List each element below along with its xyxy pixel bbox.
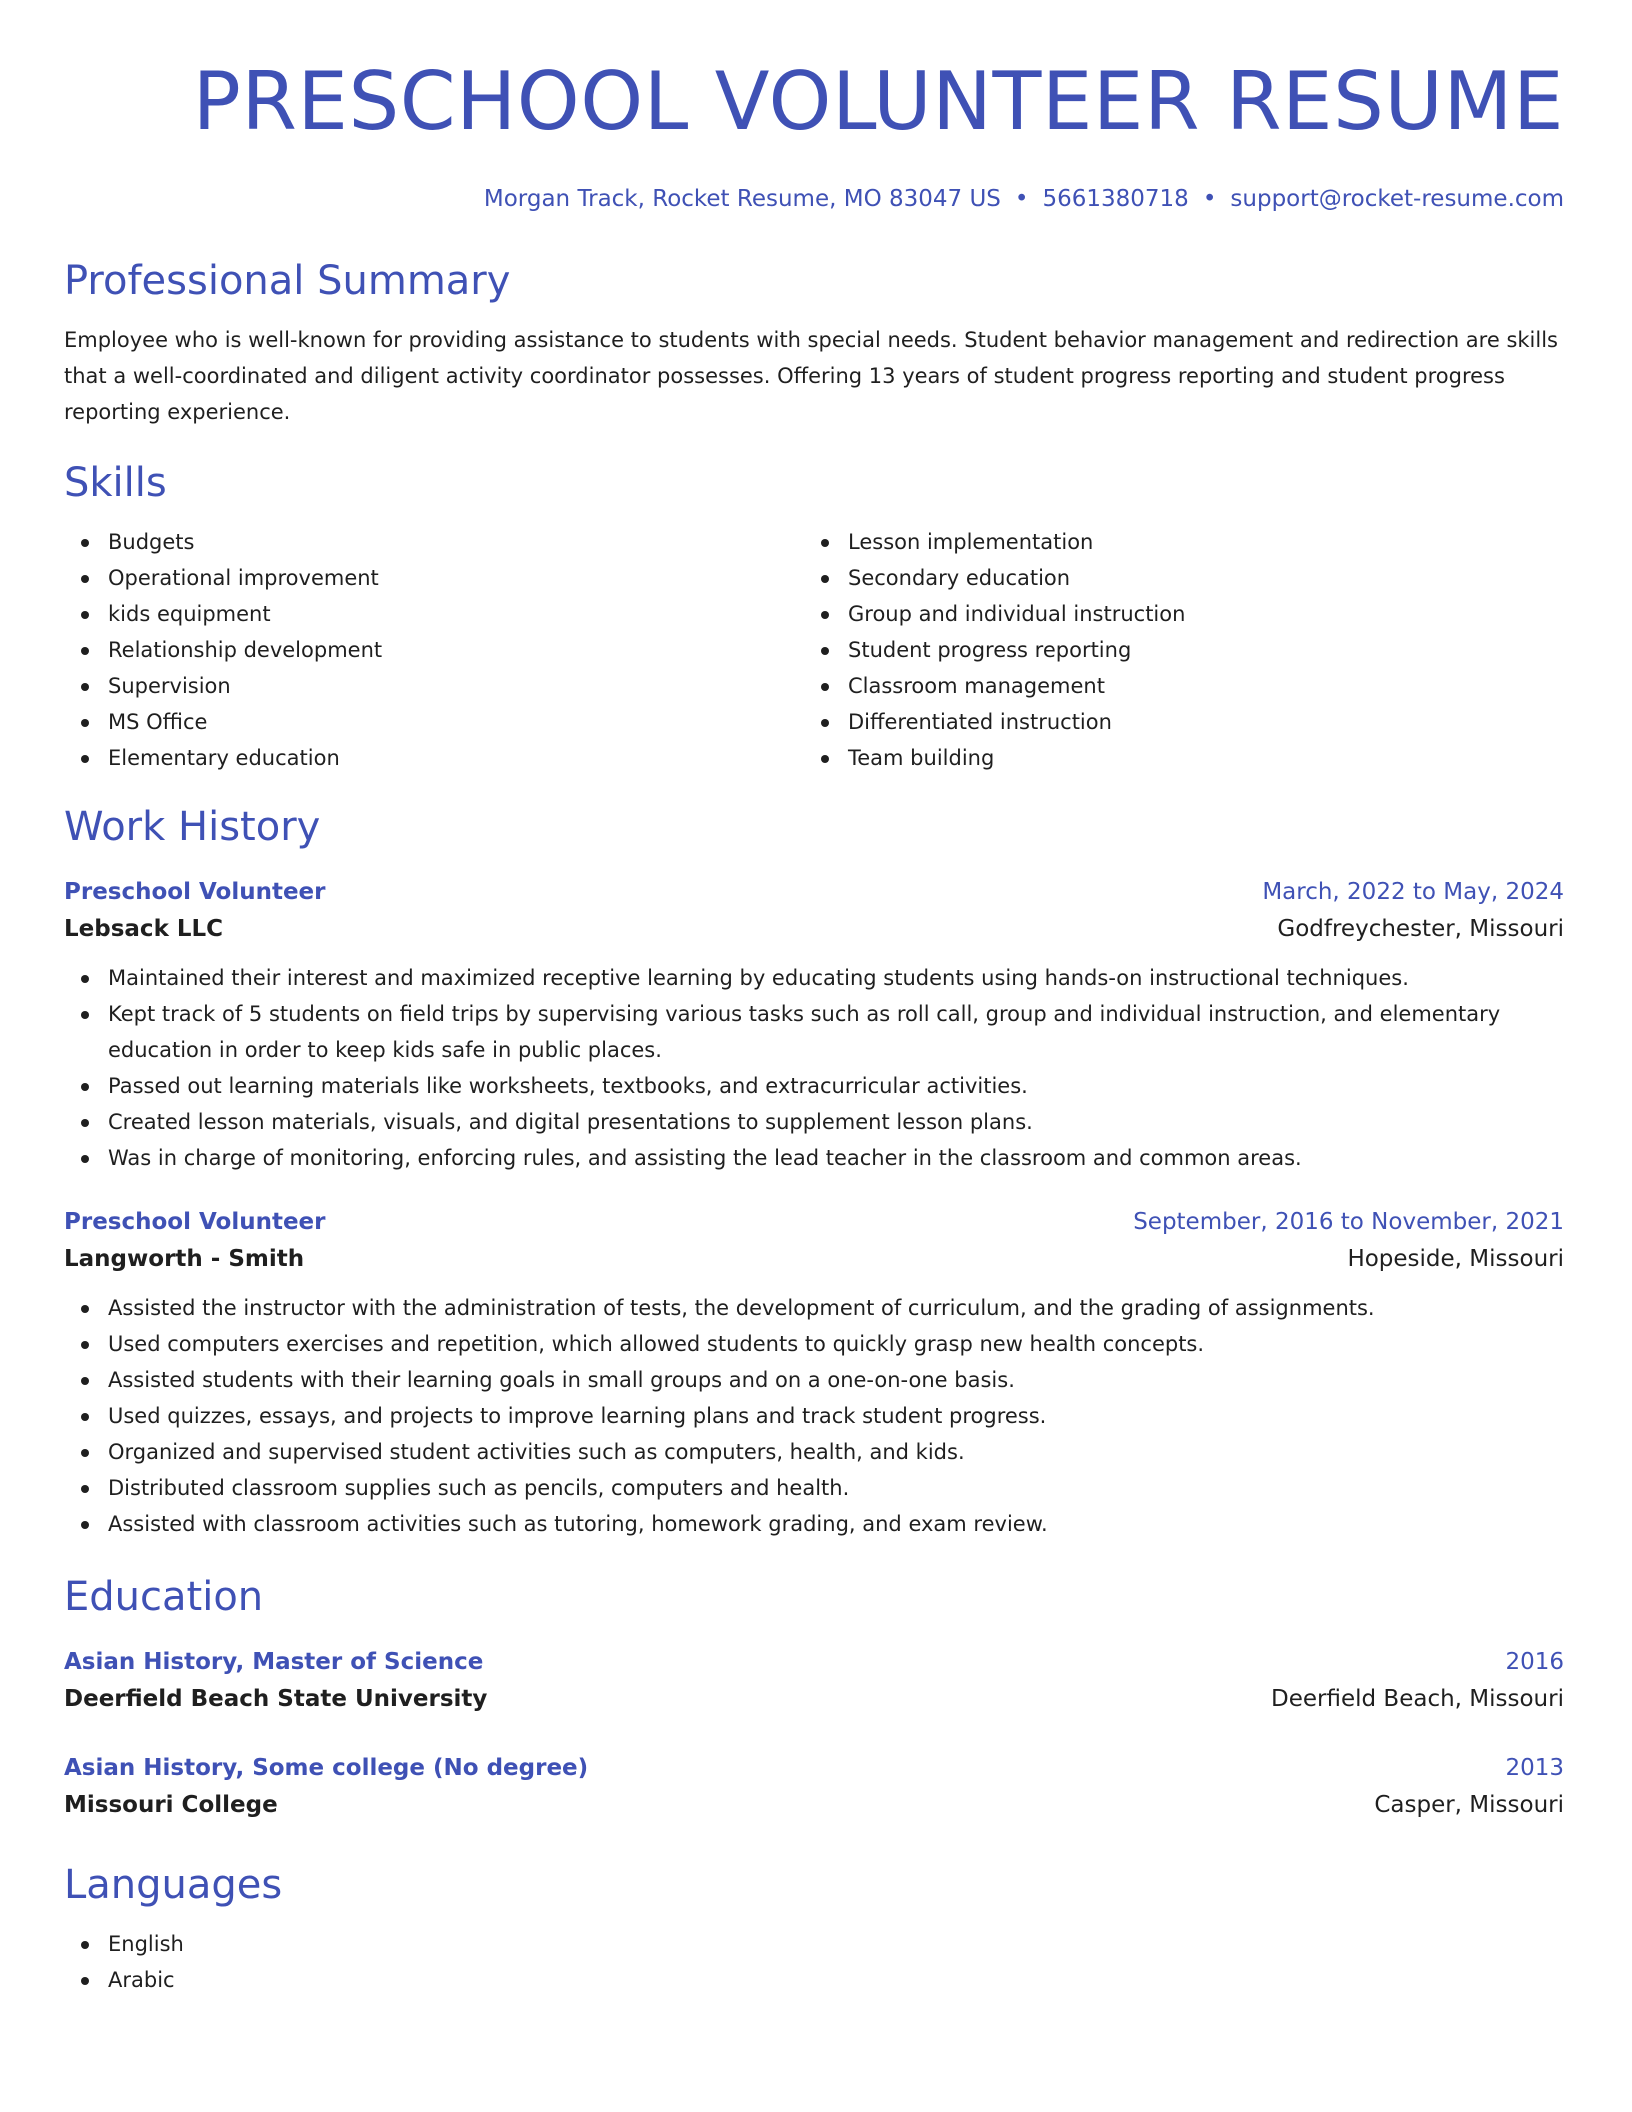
job-bullet: Passed out learning materials like worksheets, textbooks, and extracurricular activities.	[64, 1068, 1564, 1104]
languages-section	[64, 1860, 1564, 1998]
skills-section	[64, 458, 1564, 776]
job-title-row	[64, 874, 1564, 910]
skills-grid	[64, 524, 1564, 776]
job-role: Preschool Volunteer	[64, 1209, 326, 1235]
skill-item: Budgets	[64, 524, 804, 560]
education-school-row	[64, 1680, 1564, 1718]
skill-item: Operational improvement	[64, 560, 804, 596]
job-entry	[64, 874, 1564, 1176]
education-school: Deerfield Beach State University	[64, 1686, 488, 1712]
summary-text: Employee who is well-known for providing assistance to students with special needs. Student behavior management and redirection are skills that a well-coordinated and diligent activity coordinator possesses. Offering 13 years of student progress reporting and student progress reporting experience.	[64, 328, 1558, 424]
job-bullet: Organized and supervised student activities such as computers, health, and kids.	[64, 1434, 1564, 1470]
work-history-section	[64, 802, 1564, 1542]
skill-item: Group and individual instruction	[804, 596, 1544, 632]
skill-item: Secondary education	[804, 560, 1544, 596]
language-item: English	[64, 1926, 1564, 1962]
section-heading-skills: Skills	[64, 460, 167, 506]
job-location: Godfreychester, Missouri	[1277, 916, 1564, 942]
job-bullet: Used quizzes, essays, and projects to improve learning plans and track student progress.	[64, 1398, 1564, 1434]
education-year: 2016	[1505, 1649, 1564, 1675]
skill-item: Supervision	[64, 668, 804, 704]
section-heading-summary: Professional Summary	[64, 258, 511, 304]
education-school: Missouri College	[64, 1792, 278, 1818]
skill-item: MS Office	[64, 704, 804, 740]
contact-phone[interactable]: 5661380718	[1042, 186, 1189, 212]
job-company: Lebsack LLC	[64, 916, 224, 942]
job-title-row	[64, 1204, 1564, 1240]
section-heading-work: Work History	[64, 804, 321, 850]
skills-list-left	[64, 524, 804, 776]
job-bullet: Assisted the instructor with the administration of tests, the development of curriculum, and the grading of assignments.	[64, 1290, 1564, 1326]
job-bullet: Maintained their interest and maximized receptive learning by educating students using hands-on instructional techniques.	[64, 960, 1564, 996]
education-school-row	[64, 1786, 1564, 1824]
job-bullet: Was in charge of monitoring, enforcing rules, and assisting the lead teacher in the classroom and common areas.	[64, 1140, 1564, 1176]
job-dates: March, 2022 to May, 2024	[1262, 879, 1564, 905]
job-location: Hopeside, Missouri	[1347, 1246, 1564, 1272]
skill-item: Lesson implementation	[804, 524, 1544, 560]
professional-summary-section	[64, 256, 1564, 430]
education-degree: Asian History, Master of Science	[64, 1649, 484, 1675]
job-company-row	[64, 910, 1564, 948]
job-bullets	[64, 1290, 1564, 1542]
contact-separator: •	[1202, 186, 1217, 212]
section-heading-education: Education	[64, 1574, 264, 1620]
languages-list	[64, 1926, 1564, 1998]
job-bullet: Created lesson materials, visuals, and digital presentations to supplement lesson plans.	[64, 1104, 1564, 1140]
job-bullets	[64, 960, 1564, 1176]
education-year: 2013	[1505, 1755, 1564, 1781]
language-item: Arabic	[64, 1962, 1564, 1998]
job-entry	[64, 1204, 1564, 1542]
education-section	[64, 1572, 1564, 1824]
education-degree: Asian History, Some college (No degree)	[64, 1755, 589, 1781]
job-role: Preschool Volunteer	[64, 879, 326, 905]
education-location: Deerfield Beach, Missouri	[1271, 1686, 1564, 1712]
contact-line	[64, 184, 1564, 214]
skill-item: Differentiated instruction	[804, 704, 1544, 740]
job-bullet: Used computers exercises and repetition, which allowed students to quickly grasp new health concepts.	[64, 1326, 1564, 1362]
job-dates: September, 2016 to November, 2021	[1133, 1209, 1564, 1235]
resume-page	[64, 0, 1564, 1998]
education-degree-row	[64, 1644, 1564, 1680]
education-entry	[64, 1644, 1564, 1718]
job-bullet: Kept track of 5 students on field trips by supervising various tasks such as roll call, group and individual instruction, and elementary education in order to keep kids safe in public places.	[64, 996, 1564, 1068]
resume-title: PRESCHOOL VOLUNTEER RESUME	[192, 55, 1564, 148]
job-bullet: Assisted students with their learning goals in small groups and on a one-on-one basis.	[64, 1362, 1564, 1398]
job-company: Langworth - Smith	[64, 1246, 305, 1272]
skills-list-right	[804, 524, 1544, 776]
contact-separator: •	[1014, 186, 1029, 212]
contact-address: Morgan Track, Rocket Resume, MO 83047 US	[483, 186, 1001, 212]
section-heading-languages: Languages	[64, 1862, 283, 1908]
skill-item: Relationship development	[64, 632, 804, 668]
education-location: Casper, Missouri	[1374, 1792, 1564, 1818]
job-bullet: Assisted with classroom activities such as tutoring, homework grading, and exam review.	[64, 1506, 1564, 1542]
job-company-row	[64, 1240, 1564, 1278]
resume-header	[64, 0, 1564, 214]
job-bullet: Distributed classroom supplies such as pencils, computers and health.	[64, 1470, 1564, 1506]
skill-item: Student progress reporting	[804, 632, 1544, 668]
contact-email[interactable]: support@rocket-resume.com	[1230, 186, 1564, 212]
education-degree-row	[64, 1750, 1564, 1786]
skill-item: Classroom management	[804, 668, 1544, 704]
skill-item: Elementary education	[64, 740, 804, 776]
skill-item: kids equipment	[64, 596, 804, 632]
skill-item: Team building	[804, 740, 1544, 776]
education-entry	[64, 1750, 1564, 1824]
